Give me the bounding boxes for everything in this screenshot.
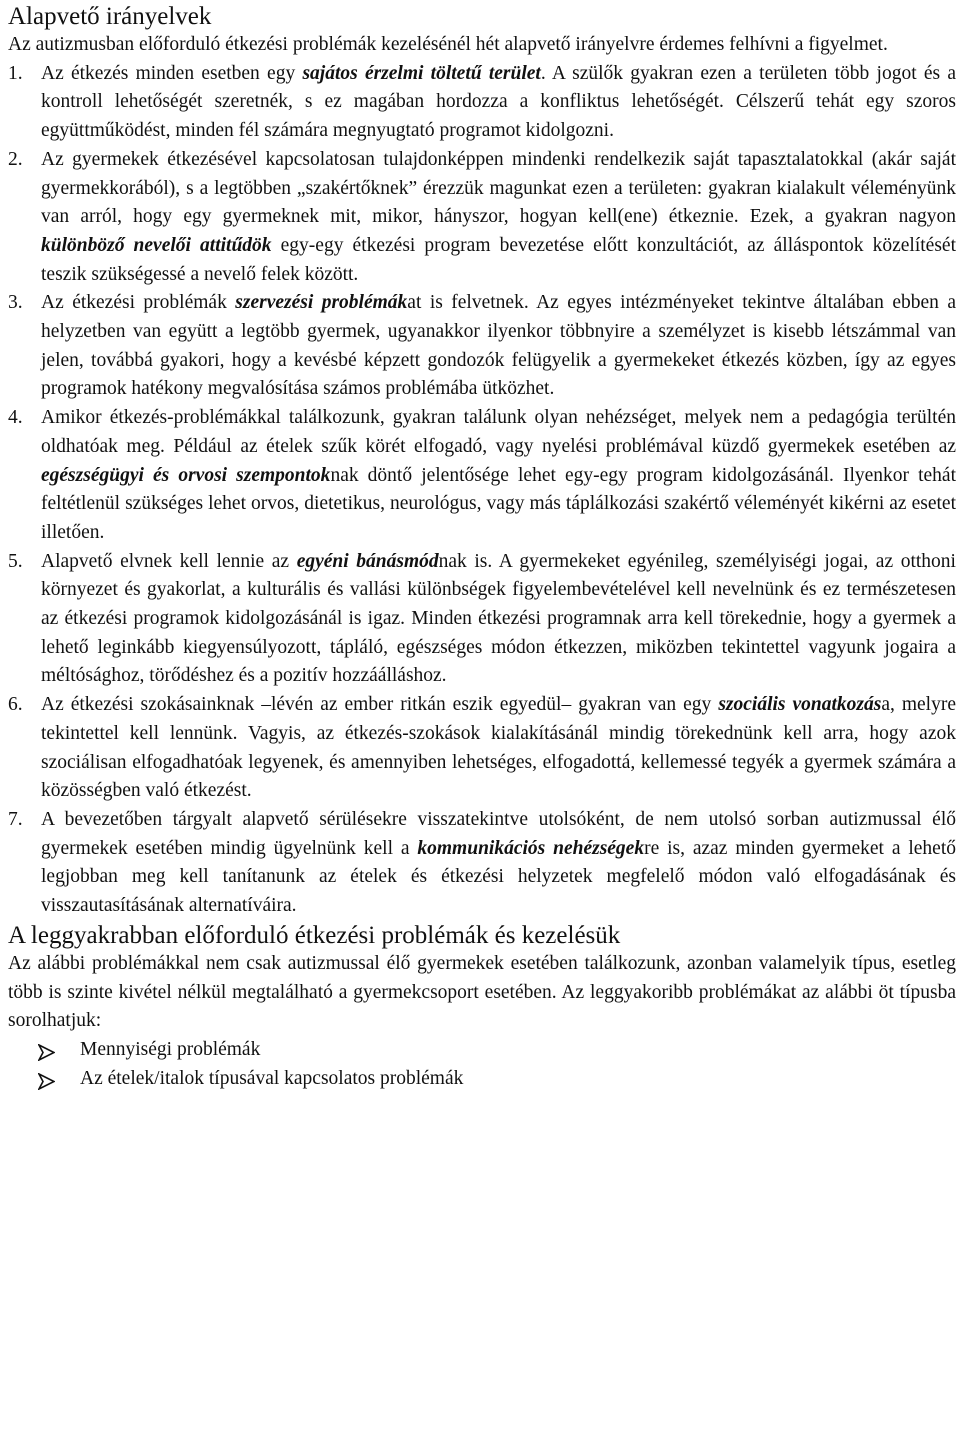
guideline-number: 2.: [8, 148, 23, 170]
guideline-number: 3.: [8, 292, 23, 314]
problem-types-list: [8, 1036, 956, 1093]
guideline-text: egy-egy étkezési program bevezetése előtt konzultációt, az álláspontok közelítését teszik szükségessé a nevelő felek között.: [41, 234, 956, 285]
guideline-text: . A szülők gyakran ezen a területen több jogot és a kontroll lehetőségét szeretnék, s ez magában hordozza a konfliktus lehetőségét. Célszerű tehát egy szoros együttműködést, minden fél számára megnyugtató programot kidolgozni.: [41, 62, 957, 142]
problem-type-text: Az ételek/italok típusával kapcsolatos problémák: [80, 1067, 464, 1089]
guideline-text: Az gyermekek étkezésével kapcsolatosan tulajdonképpen mindenki rendelkezik saját tapasztalatokkal (akár saját gyermekkorából), s a legtöbben „szakértőknek” érezzük magunkat ezen a területen: gyakran kialakult véleményünk van arról, hogy egy gyermeknek mit, mikor, hányszor, hogyan kell(ene) étkeznie. Ezek, a gyakran nagyon: [41, 148, 956, 228]
problem-type-item: [8, 1065, 956, 1094]
guideline-text: at is felvetnek. Az egyes intézményeket tekintve általában ebben a helyzetben van együtt a legtöbb gyermek, ugyanakkor ilyenkor többnyire a személyzet is kisebb létszámmal van jelen, továbbá gyakori, hogy a kevésbé képzett gondozók felügyelik a gyermekeket étkezés közben, így az egyes programok hatékony megvalósítása számos problémába ütközhet.: [41, 292, 957, 400]
guideline-item-6: [8, 691, 956, 806]
arrow-bullet-icon: [38, 1071, 55, 1100]
guideline-number: 5.: [8, 550, 23, 572]
problem-type-item: [8, 1036, 956, 1065]
guideline-item-2: [8, 146, 956, 290]
guideline-text: a, melyre tekintettel kell lennünk. Vagyis, az étkezés-szokások kialakításánál mindig törekednünk kell arra, hogy azok szociálisan elfogadhatóak legyenek, és amennyiben lehetséges, elfogadottá, kellemessé tegyék a gyermek számára a közösségben való étkezést.: [41, 694, 956, 802]
heading-leggyakrabban-problemak: A leggyakrabban előforduló étkezési problémák és kezelésük: [8, 921, 621, 949]
guideline-item-4: [8, 404, 956, 548]
guidelines-list: [8, 60, 956, 921]
guideline-emphasis: egészségügyi és orvosi szempontok: [41, 464, 331, 486]
guideline-text: re is, azaz minden gyermeket a lehető legjobban meg kell tanítanunk az ételek és étkezési helyzetek megfelelő módon való elfogadásának és visszautasításának alternatíváira.: [41, 837, 956, 917]
guideline-text: nak is. A gyermekeket egyénileg, személyiségi jogai, az otthoni környezet és gyakorlat, a kulturális és vallási különbségek figyelembevételével kell nevelnünk és ez természetesen az étkezési programok kidolgozásánál is igaz. Minden étkezési programnak arra kell törekednie, hogy a gyermek a lehető leginkább kiegyensúlyozott, tápláló, egészséges módon étkezzen, miközben tekintettel vagyunk jogaira a méltósághoz, törődéshez és a pozitív hozzáálláshoz.: [41, 550, 956, 687]
guideline-number: 1.: [8, 62, 23, 84]
guideline-emphasis: szociális vonatkozás: [718, 694, 882, 716]
guideline-emphasis: különböző nevelői attitűdök: [41, 234, 272, 256]
guideline-number: 6.: [8, 694, 23, 716]
guideline-item-1: [8, 60, 956, 146]
guideline-number: 7.: [8, 808, 23, 830]
problems-intro-paragraph: Az alábbi problémákkal nem csak autizmussal élő gyermekek esetében találkozunk, azonban valamelyik típus, esetleg több is szinte kivétel nélkül megtalálható a gyermekcsoport esetében. Az leggyakoribb problémákat az alábbi öt típusba sorolhatjuk:: [8, 952, 956, 1032]
intro-paragraph: Az autizmusban előforduló étkezési problémák kezelésénél hét alapvető irányelvre érdemes felhívni a figyelmet.: [8, 34, 888, 55]
guideline-item-7: [8, 806, 956, 921]
guideline-item-5: [8, 548, 956, 692]
guideline-item-3: [8, 289, 956, 404]
heading-alapveto-iranyelvek: Alapvető irányelvek: [8, 3, 212, 30]
guideline-text: nak döntő jelentősége lehet egy-egy program kidolgozásánál. Ilyenkor tehát feltétlenül szükséges lehet orvos, dietetikus, neurológus, vagy más táplálkozási szakértő véleményét kikérni az esetet illetően.: [41, 464, 957, 543]
guideline-text: Alapvető elvnek kell lennie az: [41, 550, 297, 572]
guideline-number: 4.: [8, 407, 23, 429]
guideline-text: A bevezetőben tárgyalt alapvető sérülésekre visszatekintve utolsóként, de nem utolsó sorban autizmussal élő gyermekek esetében mindig ügyelnünk kell a: [41, 808, 956, 859]
guideline-text: Amikor étkezés-problémákkal találkozunk, gyakran találunk olyan nehézséget, melyek nem a pedagógia terültén oldhatóak meg. Például az ételek szűk körét elfogadó, vagy nyelési problémával küzdő gyermekek esetében az: [41, 407, 956, 457]
guideline-emphasis: sajátos érzelmi töltetű terület: [302, 62, 541, 84]
guideline-emphasis: egyéni bánásmód: [296, 550, 439, 572]
guideline-text: Az étkezési szokásainknak –lévén az ember ritkán eszik egyedül– gyakran van egy: [41, 694, 719, 716]
guideline-text: Az étkezés minden esetben egy: [41, 62, 303, 84]
problem-type-text: Mennyiségi problémák: [80, 1038, 261, 1060]
guideline-emphasis: kommunikációs nehézségek: [417, 837, 645, 859]
guideline-emphasis: szervezési problémák: [235, 292, 408, 314]
guideline-text: Az étkezési problémák: [41, 292, 236, 314]
